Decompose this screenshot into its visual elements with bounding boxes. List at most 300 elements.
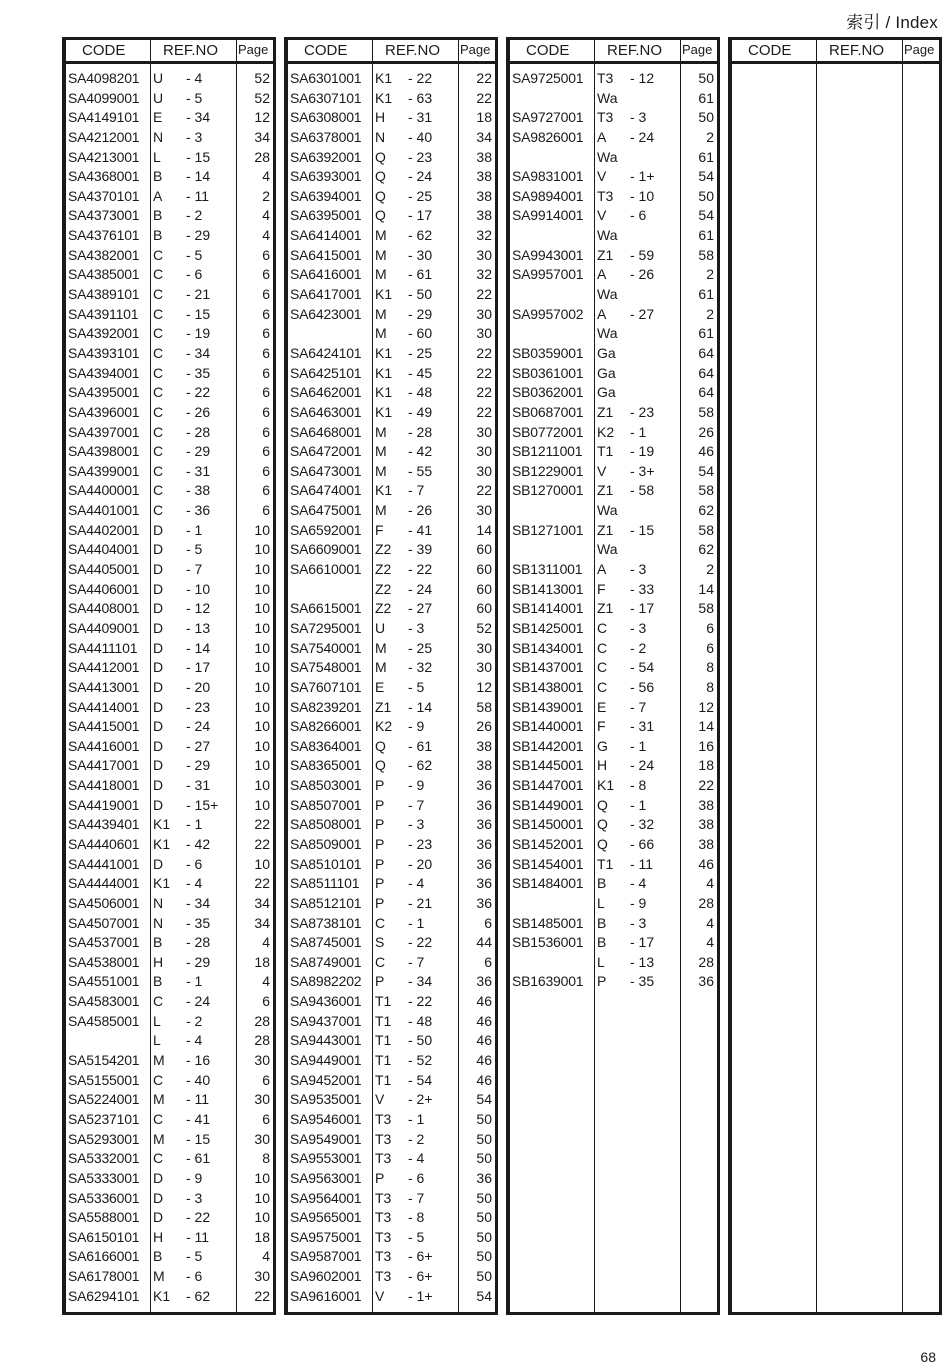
- cell-ref-number: - 7: [408, 1189, 425, 1206]
- cell-code: SA4413001: [68, 678, 140, 695]
- cell-ref-number: - 7: [408, 482, 425, 499]
- cell-section: A: [597, 305, 607, 322]
- cell-page: 52: [254, 89, 270, 106]
- cell-page: 62: [698, 502, 714, 519]
- cell-ref-number: - 30: [408, 246, 433, 263]
- cell-page: 18: [254, 953, 270, 970]
- table-row: [288, 874, 495, 894]
- table-row: [510, 128, 717, 148]
- cell-ref-number: - 25: [408, 639, 433, 656]
- cell-ref-number: - 2: [408, 1130, 425, 1147]
- table-row: [288, 1267, 495, 1287]
- table-row: [510, 972, 717, 992]
- cell-ref-number: - 38: [186, 482, 211, 499]
- cell-section: D: [153, 796, 164, 813]
- table-row: [288, 580, 495, 600]
- cell-section: K1: [153, 1287, 171, 1304]
- cell-page: 32: [476, 227, 492, 244]
- cell-code: SA9957001: [512, 266, 584, 283]
- cell-ref-number: - 1: [630, 423, 647, 440]
- cell-ref-number: - 3: [630, 619, 647, 636]
- cell-page: 61: [698, 325, 714, 342]
- cell-page: 30: [476, 423, 492, 440]
- table-row: [510, 305, 717, 325]
- cell-code: SA4391101: [68, 305, 139, 322]
- table-row: [66, 246, 273, 266]
- cell-ref-number: - 29: [186, 757, 211, 774]
- cell-ref-number: - 6: [186, 1268, 203, 1285]
- table-row: [510, 167, 717, 187]
- vl-code-ref: [816, 40, 817, 1312]
- table-row: [510, 89, 717, 109]
- cell-ref-number: - 42: [186, 835, 211, 852]
- cell-ref-number: - 8: [630, 777, 647, 794]
- cell-page: 22: [254, 875, 270, 892]
- cell-section: B: [153, 934, 163, 951]
- cell-section: B: [597, 934, 607, 951]
- cell-page: 10: [254, 561, 270, 578]
- cell-code: SB1449001: [512, 796, 584, 813]
- table-row: [288, 285, 495, 305]
- cell-ref-number: - 29: [186, 953, 211, 970]
- cell-section: D: [153, 639, 164, 656]
- table-row: [66, 992, 273, 1012]
- table-row: [66, 1012, 273, 1032]
- cell-page: 8: [706, 678, 714, 695]
- cell-code: SA4444001: [68, 875, 140, 892]
- cell-ref-number: - 4: [186, 875, 203, 892]
- cell-page: 22: [476, 89, 492, 106]
- cell-ref-number: - 15: [186, 1130, 211, 1147]
- cell-code: SA6462001: [290, 384, 362, 401]
- cell-page: 46: [476, 1032, 492, 1049]
- table-row: [510, 914, 717, 934]
- cell-page: 46: [698, 443, 714, 460]
- cell-ref-number: - 3: [186, 1189, 203, 1206]
- cell-page: 22: [254, 1287, 270, 1304]
- cell-ref-number: - 1: [186, 816, 203, 833]
- table-row: [288, 756, 495, 776]
- table-row: [288, 1031, 495, 1051]
- cell-code: SA4212001: [68, 128, 140, 145]
- cell-ref-number: - 22: [186, 1209, 211, 1226]
- cell-section: M: [375, 305, 387, 322]
- cell-section: C: [153, 305, 164, 322]
- cell-section: A: [597, 266, 607, 283]
- cell-page: 36: [476, 816, 492, 833]
- table-row: [288, 737, 495, 757]
- table-row: [510, 364, 717, 384]
- table-row: [510, 658, 717, 678]
- cell-ref-number: - 32: [630, 816, 655, 833]
- cell-code: SA4417001: [68, 757, 140, 774]
- cell-page: 64: [698, 384, 714, 401]
- cell-section: D: [153, 718, 164, 735]
- table-row: [510, 776, 717, 796]
- cell-code: SA7540001: [290, 639, 362, 656]
- cell-code: SA4406001: [68, 580, 140, 597]
- cell-ref-number: - 15: [186, 148, 211, 165]
- table-row: [66, 1189, 273, 1209]
- cell-code: SA4441001: [68, 855, 140, 872]
- cell-page: 10: [254, 521, 270, 538]
- cell-ref-number: - 5: [186, 1248, 203, 1265]
- table-row: [510, 796, 717, 816]
- cell-ref-number: - 26: [186, 403, 211, 420]
- table-row: [66, 855, 273, 875]
- cell-ref-number: - 24: [408, 580, 433, 597]
- cell-section: H: [375, 109, 386, 126]
- cell-page: 54: [476, 1091, 492, 1108]
- table-row: [66, 894, 273, 914]
- cell-page: 50: [698, 109, 714, 126]
- cell-code: SA4551001: [68, 973, 140, 990]
- cell-code: SA4404001: [68, 541, 140, 558]
- cell-ref-number: - 27: [186, 737, 211, 754]
- cell-page: 10: [254, 1189, 270, 1206]
- table-row: [288, 933, 495, 953]
- cell-section: D: [153, 678, 164, 695]
- table-row: [288, 1208, 495, 1228]
- cell-page: 2: [262, 187, 270, 204]
- cell-section: B: [597, 914, 607, 931]
- table-header: [288, 40, 495, 64]
- cell-section: D: [153, 1209, 164, 1226]
- cell-code: SA9725001: [512, 70, 584, 86]
- cell-page: 12: [476, 678, 492, 695]
- cell-page: 22: [476, 482, 492, 499]
- cell-section: P: [375, 855, 385, 872]
- cell-ref-number: - 28: [186, 934, 211, 951]
- cell-page: 50: [476, 1130, 492, 1147]
- cell-page: 36: [476, 777, 492, 794]
- table-row: [288, 855, 495, 875]
- cell-code: SA9535001: [290, 1091, 362, 1108]
- table-row: [510, 855, 717, 875]
- cell-ref-number: - 4: [630, 875, 647, 892]
- cell-page: 64: [698, 364, 714, 381]
- header-page: Page: [460, 42, 491, 57]
- cell-ref-number: - 23: [186, 698, 211, 715]
- table-row: [288, 1149, 495, 1169]
- cell-code: SB1438001: [512, 678, 584, 695]
- table-row: [510, 874, 717, 894]
- cell-code: SA4392001: [68, 325, 140, 342]
- cell-page: 10: [254, 698, 270, 715]
- cell-code: SA9587001: [290, 1248, 362, 1265]
- table-rows: [288, 69, 495, 1306]
- cell-page: 6: [262, 384, 270, 401]
- cell-ref-number: - 55: [408, 462, 433, 479]
- cell-code: SB0687001: [512, 403, 584, 420]
- cell-page: 60: [476, 561, 492, 578]
- cell-ref-number: - 48: [408, 384, 433, 401]
- cell-section: C: [597, 678, 608, 695]
- cell-page: 61: [698, 286, 714, 303]
- cell-page: 18: [476, 109, 492, 126]
- cell-section: Z1: [597, 246, 614, 263]
- cell-page: 6: [262, 1071, 270, 1088]
- cell-page: 58: [476, 698, 492, 715]
- cell-ref-number: - 25: [408, 187, 433, 204]
- cell-code: SA4373001: [68, 207, 140, 224]
- cell-page: 22: [476, 70, 492, 86]
- table-row: [510, 501, 717, 521]
- cell-ref-number: - 5: [408, 678, 425, 695]
- cell-page: 10: [254, 1209, 270, 1226]
- cell-page: 30: [476, 502, 492, 519]
- cell-code: SA9449001: [290, 1052, 362, 1069]
- cell-ref-number: - 34: [408, 973, 433, 990]
- cell-section: C: [153, 1150, 164, 1167]
- cell-section: P: [375, 816, 385, 833]
- cell-code: SB1454001: [512, 855, 584, 872]
- cell-code: SA4401001: [68, 502, 140, 519]
- cell-ref-number: - 19: [186, 325, 211, 342]
- cell-ref-number: - 7: [408, 953, 425, 970]
- cell-code: SB1439001: [512, 698, 584, 715]
- cell-section: T3: [597, 70, 614, 86]
- cell-code: SA4405001: [68, 561, 140, 578]
- cell-ref-number: - 17: [186, 659, 211, 676]
- cell-page: 50: [476, 1228, 492, 1245]
- cell-section: K1: [153, 816, 171, 833]
- table-row: [66, 933, 273, 953]
- cell-section: Wa: [597, 286, 618, 303]
- cell-section: C: [375, 953, 386, 970]
- table-row: [288, 462, 495, 482]
- cell-section: C: [153, 325, 164, 342]
- cell-ref-number: - 6+: [408, 1268, 433, 1285]
- cell-section: T3: [375, 1228, 392, 1245]
- cell-ref-number: - 54: [408, 1071, 433, 1088]
- cell-page: 2: [706, 128, 714, 145]
- table-row: [510, 226, 717, 246]
- cell-ref-number: - 1: [408, 1110, 425, 1127]
- cell-code: SB0362001: [512, 384, 584, 401]
- cell-code: SA8512101: [290, 894, 362, 911]
- cell-section: A: [153, 187, 163, 204]
- table-row: [66, 717, 273, 737]
- cell-code: SA8509001: [290, 835, 362, 852]
- cell-code: SA4393101: [68, 344, 140, 361]
- cell-ref-number: - 27: [630, 305, 655, 322]
- cell-code: SA4583001: [68, 993, 140, 1010]
- cell-page: 61: [698, 89, 714, 106]
- cell-code: SA9831001: [512, 168, 584, 185]
- cell-page: 16: [698, 737, 714, 754]
- table-row: [288, 246, 495, 266]
- cell-ref-number: - 26: [408, 502, 433, 519]
- cell-ref-number: - 22: [408, 561, 433, 578]
- cell-section: K1: [375, 344, 393, 361]
- table-row: [510, 835, 717, 855]
- table-row: [288, 678, 495, 698]
- cell-ref-number: - 5: [186, 89, 203, 106]
- index-table-3: [506, 37, 720, 1315]
- table-row: [66, 796, 273, 816]
- cell-page: 34: [476, 128, 492, 145]
- table-row: [66, 953, 273, 973]
- cell-ref-number: - 59: [630, 246, 655, 263]
- cell-ref-number: - 15: [630, 521, 655, 538]
- header-code: CODE: [82, 42, 126, 59]
- cell-ref-number: - 12: [630, 70, 655, 86]
- vl-ref-page: [902, 40, 903, 1312]
- table-row: [66, 167, 273, 187]
- table-row: [288, 1071, 495, 1091]
- cell-section: C: [153, 266, 164, 283]
- cell-page: 36: [476, 1169, 492, 1186]
- cell-ref-number: - 29: [408, 305, 433, 322]
- table-row: [66, 226, 273, 246]
- table-row: [66, 69, 273, 89]
- cell-code: SA4402001: [68, 521, 140, 538]
- cell-page: 18: [254, 1228, 270, 1245]
- cell-code: SA6424101: [290, 344, 362, 361]
- cell-ref-number: - 24: [186, 718, 211, 735]
- table-row: [288, 1247, 495, 1267]
- cell-code: SA5588001: [68, 1209, 140, 1226]
- cell-section: T3: [375, 1189, 392, 1206]
- table-row: [66, 285, 273, 305]
- cell-ref-number: - 35: [630, 973, 655, 990]
- cell-code: SA6473001: [290, 462, 362, 479]
- cell-ref-number: - 24: [630, 757, 655, 774]
- cell-ref-number: - 42: [408, 443, 433, 460]
- cell-page: 22: [476, 364, 492, 381]
- cell-page: 6: [262, 443, 270, 460]
- cell-section: K1: [375, 70, 393, 86]
- table-row: [510, 678, 717, 698]
- table-row: [66, 1247, 273, 1267]
- cell-section: D: [153, 561, 164, 578]
- cell-ref-number: - 62: [408, 757, 433, 774]
- cell-section: Z2: [375, 541, 392, 558]
- cell-code: SA4370101: [68, 187, 140, 204]
- index-table-4: [728, 37, 942, 1315]
- cell-page: 6: [484, 914, 492, 931]
- table-rows: [510, 69, 717, 992]
- cell-code: SB1271001: [512, 521, 584, 538]
- cell-section: P: [375, 894, 385, 911]
- cell-page: 22: [476, 403, 492, 420]
- cell-ref-number: - 22: [408, 934, 433, 951]
- table-row: [66, 403, 273, 423]
- cell-section: D: [153, 737, 164, 754]
- header-ref-no: REF.NO: [385, 42, 441, 59]
- table-header: [732, 40, 939, 64]
- table-row: [288, 1189, 495, 1209]
- table-row: [66, 599, 273, 619]
- cell-code: SA9565001: [290, 1209, 362, 1226]
- cell-section: M: [153, 1268, 165, 1285]
- cell-page: 22: [254, 835, 270, 852]
- cell-ref-number: - 8: [408, 1209, 425, 1226]
- cell-page: 6: [262, 423, 270, 440]
- cell-page: 18: [698, 757, 714, 774]
- cell-ref-number: - 5: [186, 246, 203, 263]
- cell-ref-number: - 11: [630, 855, 654, 872]
- cell-page: 6: [262, 502, 270, 519]
- cell-ref-number: - 14: [186, 168, 211, 185]
- cell-ref-number: - 2+: [408, 1091, 433, 1108]
- table-row: [288, 324, 495, 344]
- table-row: [66, 265, 273, 285]
- cell-page: 60: [476, 600, 492, 617]
- cell-section: V: [597, 207, 607, 224]
- cell-ref-number: - 23: [408, 148, 433, 165]
- cell-section: M: [375, 462, 387, 479]
- cell-section: T1: [597, 443, 614, 460]
- cell-ref-number: - 34: [186, 344, 211, 361]
- cell-page: 50: [476, 1209, 492, 1226]
- cell-code: SA6415001: [290, 246, 362, 263]
- cell-code: SA9894001: [512, 187, 584, 204]
- cell-page: 50: [476, 1248, 492, 1265]
- cell-code: SA4415001: [68, 718, 140, 735]
- cell-section: C: [153, 246, 164, 263]
- cell-code: SA9616001: [290, 1287, 362, 1304]
- table-row: [66, 737, 273, 757]
- cell-code: SA4395001: [68, 384, 140, 401]
- cell-code: SB1434001: [512, 639, 584, 656]
- table-row: [288, 383, 495, 403]
- table-row: [510, 599, 717, 619]
- table-row: [288, 148, 495, 168]
- cell-page: 30: [254, 1130, 270, 1147]
- cell-ref-number: - 6: [186, 855, 203, 872]
- cell-code: SA6393001: [290, 168, 362, 185]
- table-row: [510, 540, 717, 560]
- cell-page: 4: [706, 914, 714, 931]
- cell-section: U: [153, 89, 164, 106]
- cell-section: Wa: [597, 541, 618, 558]
- cell-page: 46: [698, 855, 714, 872]
- table-row: [510, 560, 717, 580]
- cell-section: D: [153, 698, 164, 715]
- table-row: [66, 914, 273, 934]
- cell-section: L: [153, 1032, 161, 1049]
- cell-code: SB1414001: [512, 600, 584, 617]
- cell-code: SA4419001: [68, 796, 140, 813]
- cell-page: 30: [476, 246, 492, 263]
- table-row: [288, 265, 495, 285]
- table-row: [510, 580, 717, 600]
- cell-code: SA4382001: [68, 246, 140, 263]
- header-ref-no: REF.NO: [607, 42, 663, 59]
- cell-section: N: [375, 128, 386, 145]
- cell-page: 58: [698, 403, 714, 420]
- table-row: [510, 933, 717, 953]
- cell-page: 50: [476, 1150, 492, 1167]
- cell-page: 10: [254, 718, 270, 735]
- cell-code: SA9549001: [290, 1130, 362, 1147]
- table-row: [288, 796, 495, 816]
- cell-ref-number: - 31: [630, 718, 655, 735]
- cell-page: 6: [262, 266, 270, 283]
- cell-page: 6: [262, 993, 270, 1010]
- cell-ref-number: - 61: [408, 266, 433, 283]
- cell-section: M: [153, 1130, 165, 1147]
- cell-section: K2: [375, 718, 393, 735]
- cell-code: SA4397001: [68, 423, 140, 440]
- cell-ref-number: - 23: [408, 835, 433, 852]
- header-page: Page: [238, 42, 269, 57]
- cell-code: SB1442001: [512, 737, 584, 754]
- cell-section: F: [597, 718, 606, 735]
- cell-ref-number: - 50: [408, 1032, 433, 1049]
